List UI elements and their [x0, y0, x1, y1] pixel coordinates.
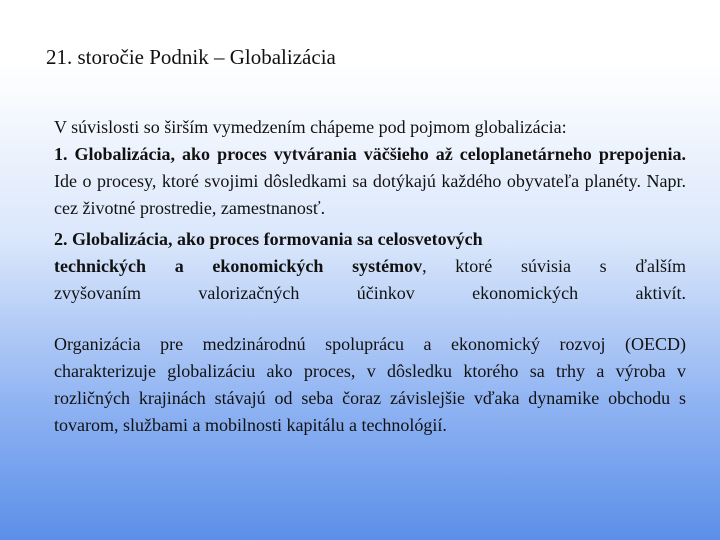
item1-text: Ide o procesy, ktoré svojimi dôsledkami sa dotýkajú každého obyvateľa planéty. Napr. cez životné prostredie, zamestnanosť. — [54, 171, 686, 218]
slide-content — [54, 114, 686, 439]
paragraph-globalization-2 — [54, 226, 686, 307]
item2-text-line2: , ktoré súvisia s ďalším — [422, 256, 686, 276]
intro-text: V súvislosti so širším vymedzením chápeme pod pojmom globalizácia: — [54, 117, 567, 137]
item2-line3: zvyšovaním valorizačných účinkov ekonomických aktivít. — [54, 283, 686, 303]
slide-title: 21. storočie Podnik – Globalizácia — [46, 45, 336, 69]
item1-bold-text: 1. Globalizácia, ako proces vytvárania väčšieho až celoplanetárneho prepojenia. — [54, 144, 686, 164]
item2-line2 — [54, 253, 686, 280]
item2-bold-line2: technických a ekonomických systémov — [54, 256, 423, 276]
paragraph-globalization-1 — [54, 114, 686, 222]
item2-bold-line1: 2. Globalizácia, ako proces formovania sa celosvetových — [54, 229, 483, 249]
paragraph-oecd: Organizácia pre medzinárodnú spoluprácu a ekonomický rozvoj (OECD) charakterizuje globalizáciu ako proces, v dôsledku ktorého sa trhy a výroba v rozličných krajinách stávajú od seba čoraz závislejšie vďaka dynamike obchodu s tovarom, službami a mobilnosti kapitálu a technológií. — [54, 334, 686, 435]
